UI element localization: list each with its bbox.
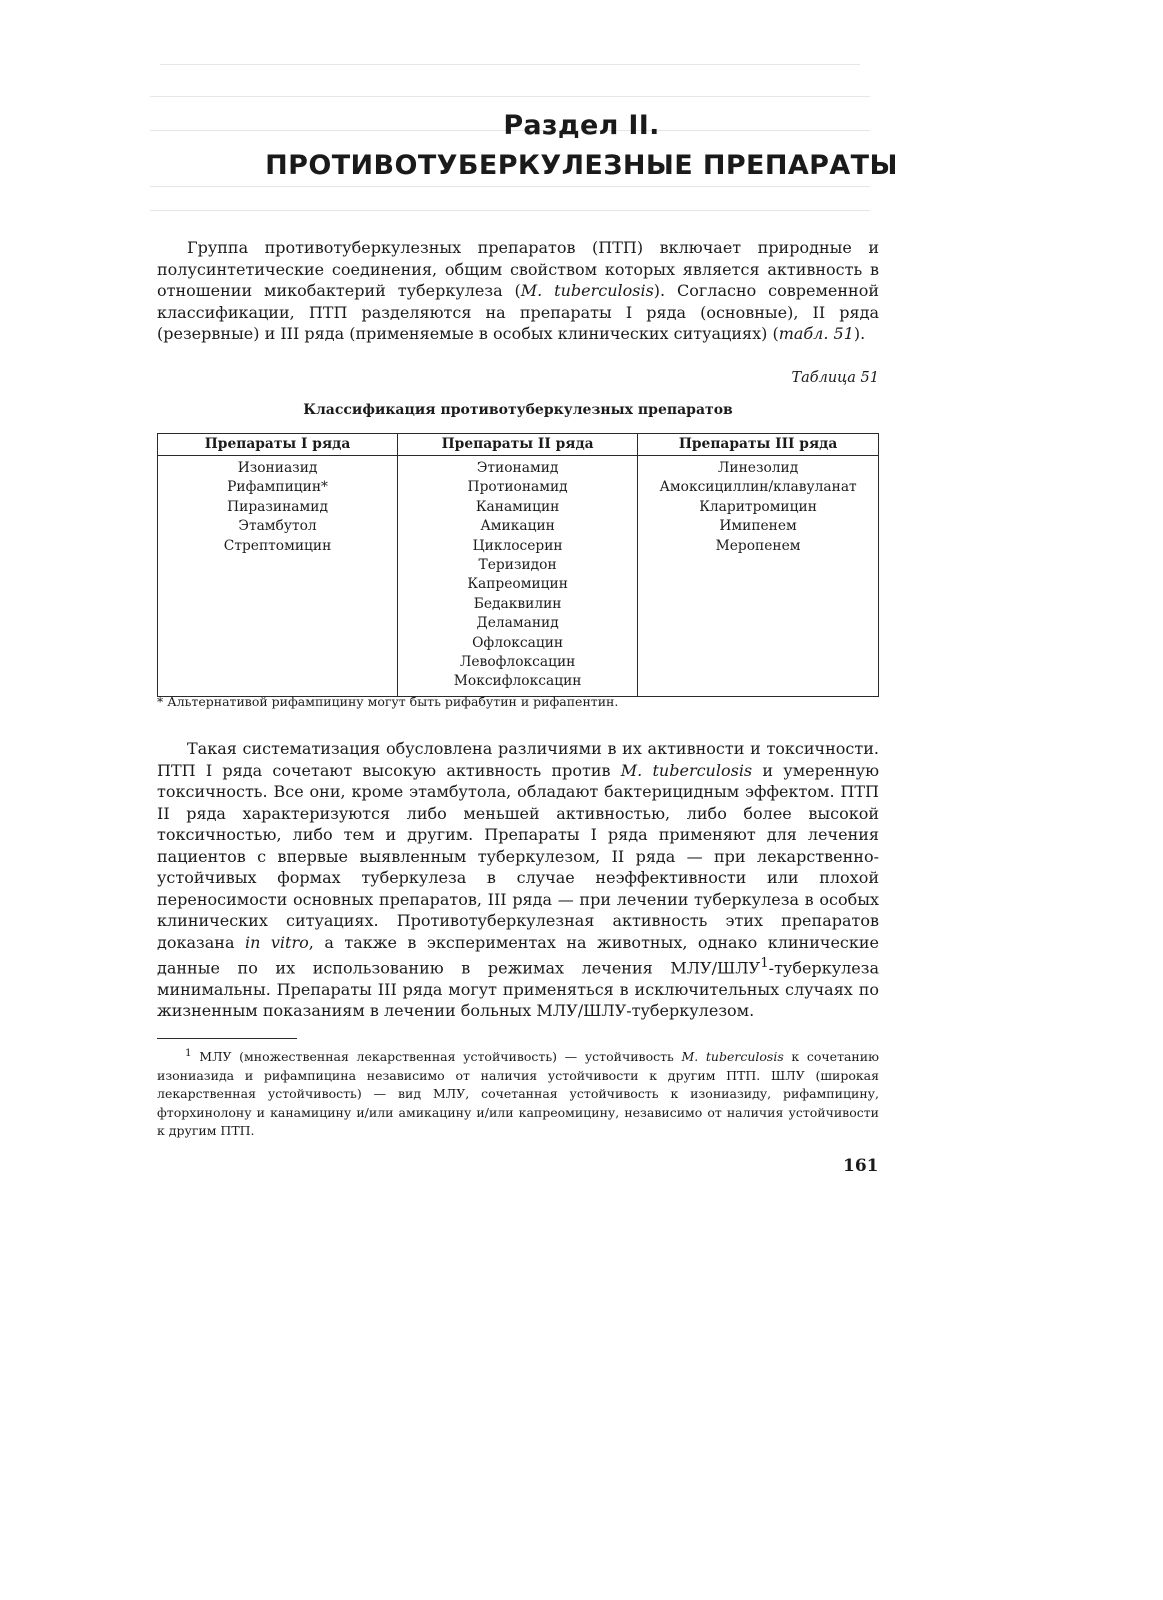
list-item: Рифампицин* bbox=[227, 479, 328, 496]
footnote-number: 1 bbox=[185, 1047, 192, 1059]
list-item: Меропенем bbox=[715, 537, 801, 554]
species-name: M. tuberculosis bbox=[620, 760, 753, 780]
page-footnote: $^1$ МЛУ (множественная лекарственная устойчивость) — устойчивость M. tuberculosis к сочетанию изониазида и рифампицина независимо от наличия устойчивости к другим ПТП. ШЛУ (широкая лекарственная устойчивость) — вид МЛУ, сочетанная устойчивость к изониазиду, рифампицину, фторхинолону и канамицину и/или амикацину и/или капреомицину, независимо от наличия устойчивости к другим ПТП. bbox=[157, 1047, 879, 1139]
table-row bbox=[158, 456, 879, 697]
list-item: Канамицин bbox=[475, 498, 560, 515]
table-reference: табл. 51 bbox=[778, 324, 854, 343]
list-item: Кларитромицин bbox=[699, 498, 817, 515]
table-label: Таблица 51 bbox=[791, 370, 879, 386]
header-second-line: Препараты II ряда bbox=[398, 434, 638, 456]
bleed-through-line bbox=[160, 64, 860, 65]
section-number: Раздел II. bbox=[503, 110, 660, 141]
list-item: Линезолид bbox=[717, 460, 799, 476]
list-item: Деламанид bbox=[476, 615, 559, 632]
first-line-drugs bbox=[158, 456, 398, 697]
list-item: Бедаквилин bbox=[473, 595, 562, 612]
list-item: Офлоксацин bbox=[472, 634, 564, 651]
list-item: Стрептомицин bbox=[223, 537, 332, 554]
table-header-row bbox=[158, 434, 879, 456]
header-third-line: Препараты III ряда bbox=[638, 434, 879, 456]
list-item: Протионамид bbox=[467, 479, 568, 496]
list-item: Этионамид bbox=[476, 460, 559, 476]
list-item: Циклосерин bbox=[472, 537, 563, 554]
list-item: Теризидон bbox=[478, 557, 557, 574]
species-name: M. tuberculosis bbox=[520, 281, 654, 300]
second-line-drugs bbox=[398, 456, 638, 697]
list-item: Изониазид bbox=[237, 460, 318, 476]
table-title: Классификация противотуберкулезных препаратов bbox=[303, 402, 733, 418]
bleed-through-line bbox=[150, 96, 870, 97]
drug-classification-table bbox=[157, 433, 879, 697]
list-item: Имипенем bbox=[719, 518, 797, 535]
page-number: 161 bbox=[843, 1156, 879, 1176]
table-footnote: * Альтернативой рифампицину могут быть рифабутин и рифапентин. bbox=[157, 694, 619, 709]
list-item: Капреомицин bbox=[467, 576, 568, 593]
list-item: Амоксициллин/клавуланат bbox=[659, 479, 857, 496]
footnote-marker: 1 bbox=[760, 956, 769, 971]
species-name: M. tuberculosis bbox=[681, 1049, 784, 1065]
list-item: Моксифлоксацин bbox=[453, 673, 582, 690]
list-item: Амикацин bbox=[480, 518, 555, 535]
latin-term: in vitro bbox=[244, 932, 309, 952]
list-item: Левофлоксацин bbox=[459, 654, 576, 671]
list-item: Пиразинамид bbox=[227, 498, 328, 515]
third-line-drugs bbox=[638, 456, 879, 697]
main-paragraph: Такая систематизация обусловлена различиями в их активности и токсичности. ПТП I ряда сочетают высокую активность против M. tuberculosis и умеренную токсичность. Все они, кроме этамбутола, обладают бактерицидным эффектом. ПТП II ряда характеризуются либо меньшей активностью, либо более высокой токсичностью, либо тем и другим. Препараты I ряда применяют для лечения пациентов с впервые выявленным туберкулезом, II ряда — при лекарственно-устойчивых формах туберкулеза в случае неэффективности или плохой переносимости основных препаратов, III ряда — при лечении туберкулеза в особых клинических ситуациях. Противотуберкулезная активность этих препаратов доказана in vitro, а также в экспериментах на животных, однако клинические данные по их использованию в режимах лечения МЛУ/ШЛУ$^1$-туберкулеза минимальны. Препараты III ряда могут применяться в исключительных случаях по жизненным показаниям в лечении больных МЛУ/ШЛУ-туберкулезом. bbox=[157, 739, 880, 1021]
bleed-through-line bbox=[150, 210, 870, 211]
list-item: Этамбутол bbox=[238, 518, 317, 535]
section-title: ПРОТИВОТУБЕРКУЛЕЗНЫЕ ПРЕПАРАТЫ bbox=[265, 150, 898, 181]
intro-paragraph: Группа противотуберкулезных препаратов (ПТП) включает природные и полусинтетические соединения, общим свойством которых является активность в отношении микобактерий туберкулеза (M. tuberculosis). Согласно современной классификации, ПТП разделяются на препараты I ряда (основные), II ряда (резервные) и III ряда (применяемые в особых клинических ситуациях) (табл. 51). bbox=[157, 238, 879, 343]
bleed-through-line bbox=[150, 186, 870, 187]
footnote-divider bbox=[157, 1038, 297, 1039]
header-first-line: Препараты I ряда bbox=[158, 434, 398, 456]
